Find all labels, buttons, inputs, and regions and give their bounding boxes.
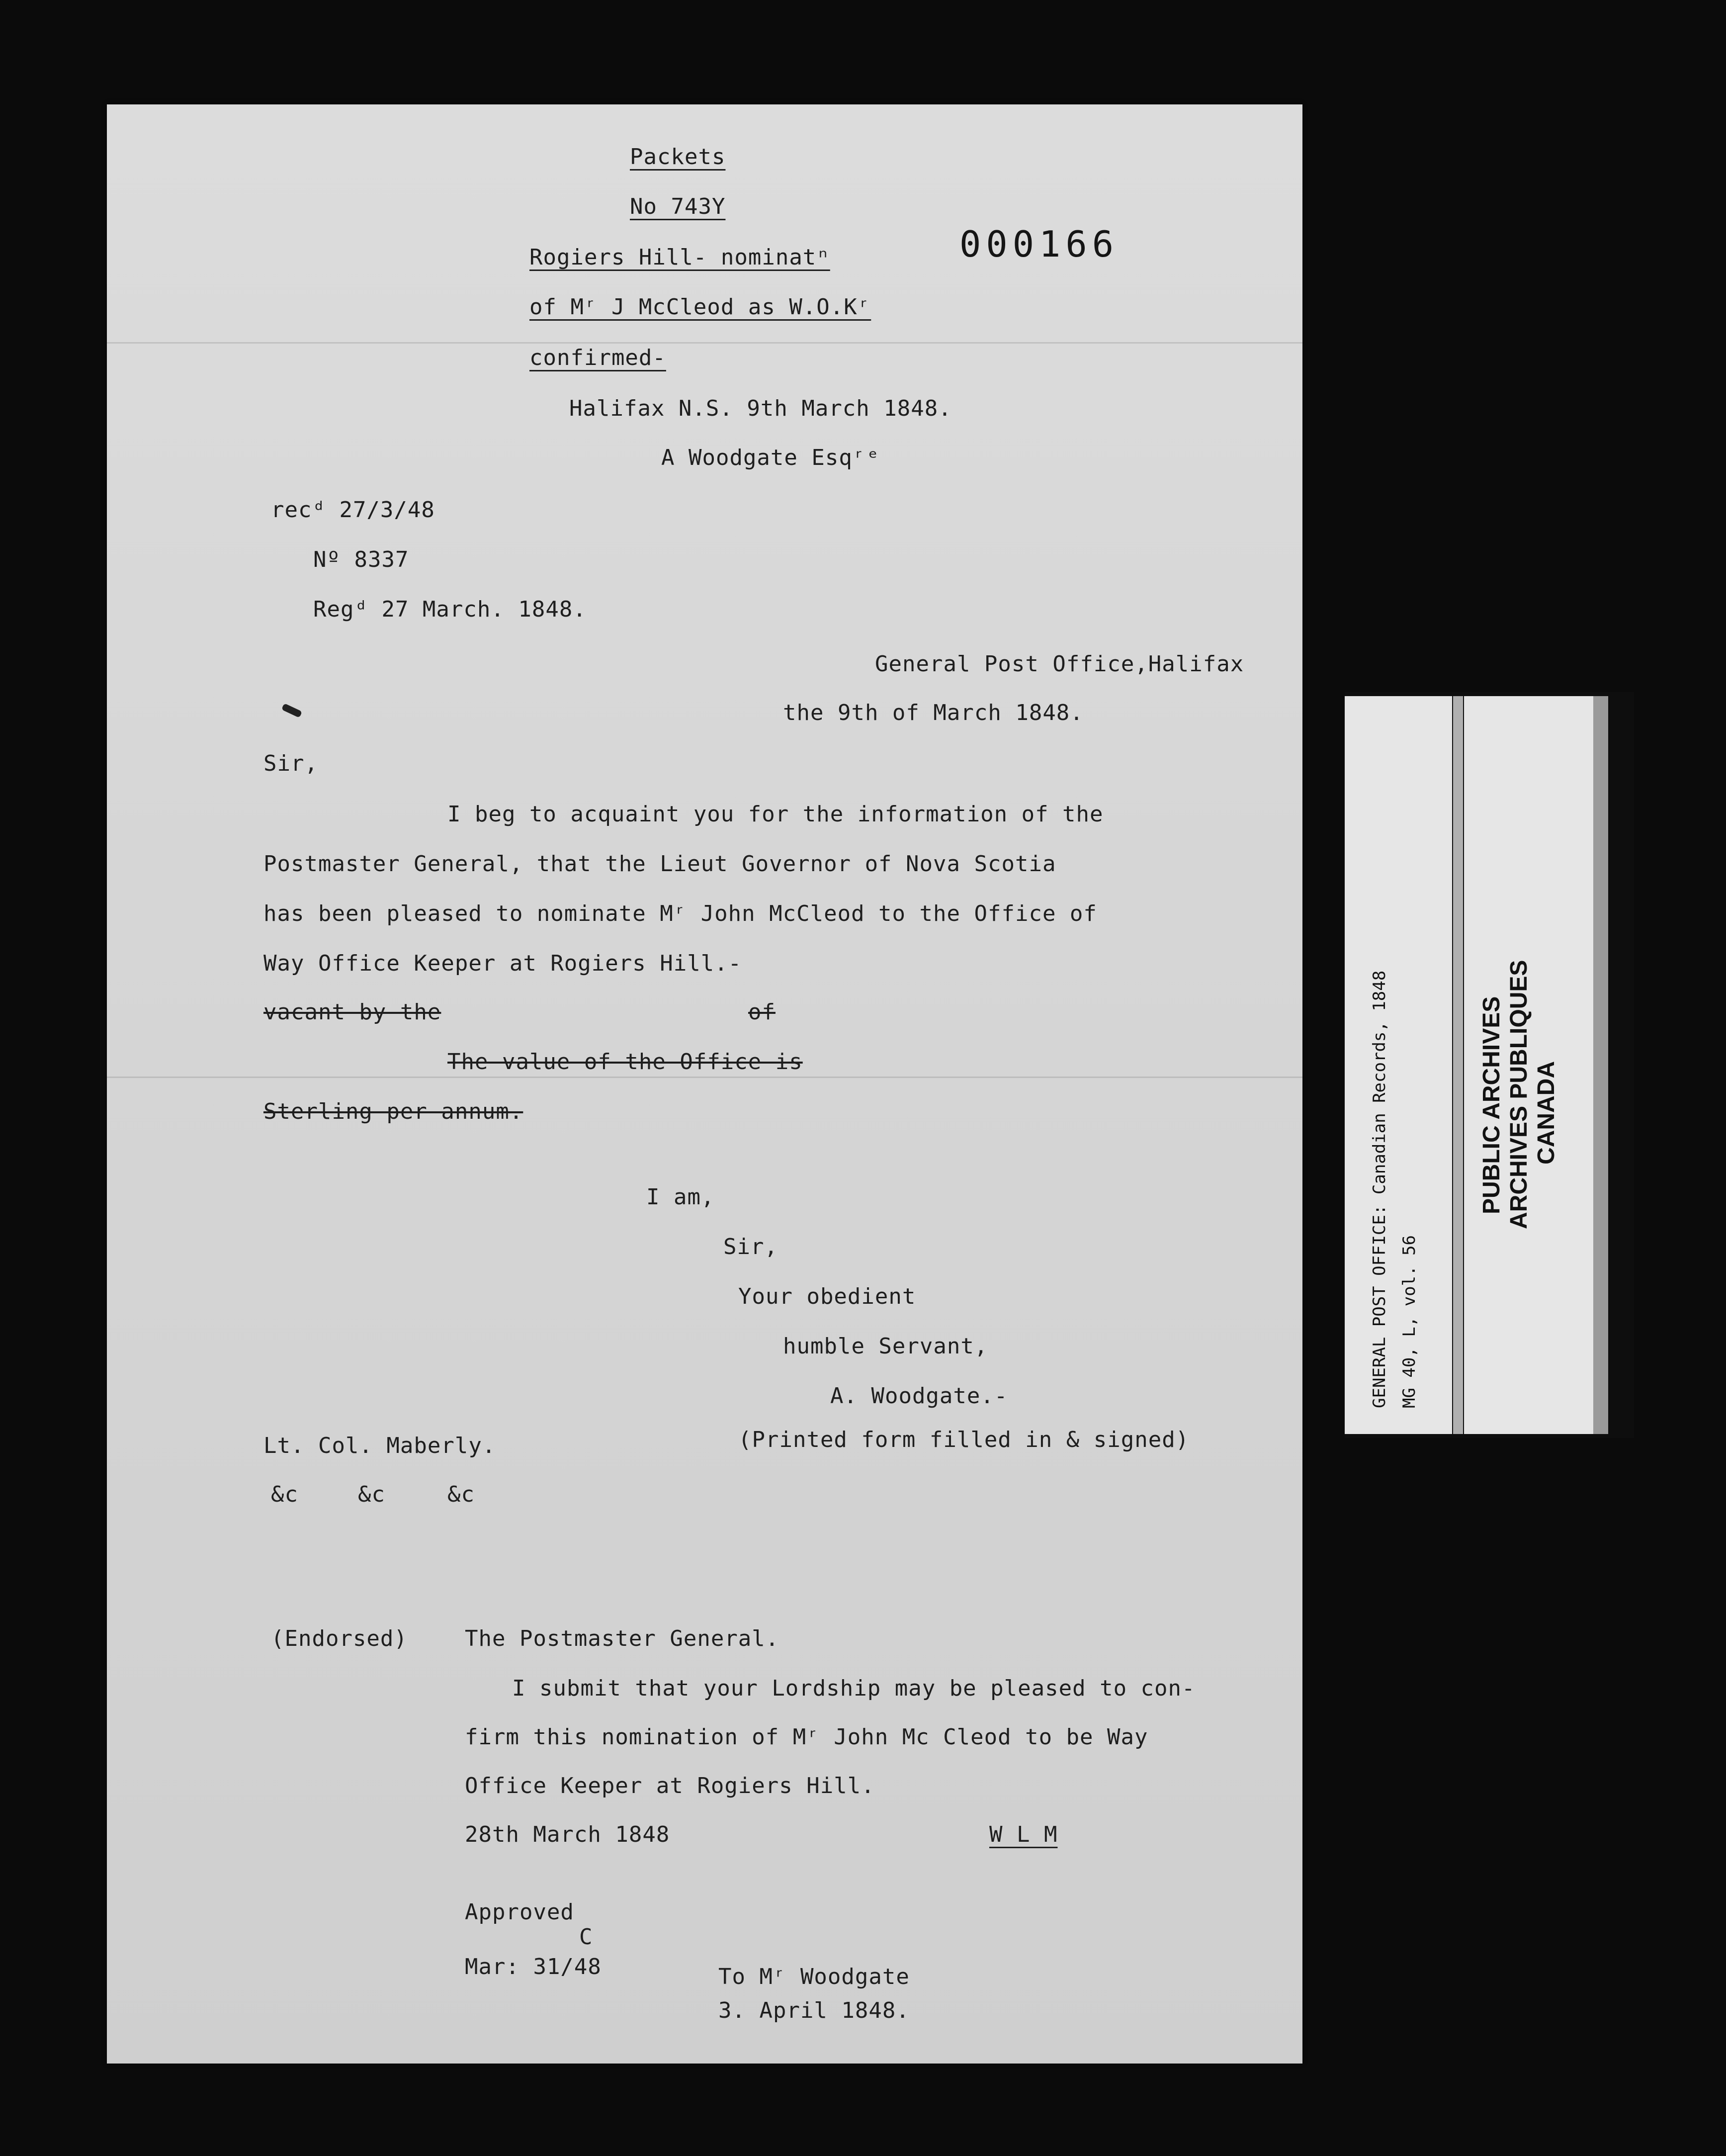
struck-text: The value of the Office is [447,1049,803,1075]
registry-number: Nº 8337 [313,547,409,572]
recipient: Lt. Col. Maberly. [263,1433,496,1458]
letter-date: the 9th of March 1848. [783,700,1084,725]
struck-text: Sterling per annum. [263,1099,523,1124]
header-packets: Packets [630,144,726,170]
ink-mark [281,703,302,718]
header-number: No 743Y [630,194,726,219]
initials: W L M [989,1822,1058,1847]
approved-label: Approved [465,1899,574,1925]
endorsement-line: firm this nomination of Mʳ John Mc Cleod to be Way [465,1724,1148,1750]
office-name: General Post Office,Halifax [875,651,1244,677]
closing-line: Sir, [723,1234,778,1259]
label-edge [1593,696,1608,1434]
etc: &c [447,1482,475,1507]
closing-line: Your obedient [738,1284,916,1309]
closing-line: I am, [646,1184,715,1210]
received-date: recᵈ 27/3/48 [271,497,435,523]
forward-to: To Mʳ Woodgate [718,1964,910,1989]
subject-line-1: Rogiers Hill- nominatⁿ [529,245,830,270]
archive-name-2: ARCHIVES PUBLIQUES [1506,960,1532,1229]
registered-date: Regᵈ 27 March. 1848. [313,597,587,622]
endorsement-date: 28th March 1848 [465,1822,670,1847]
document-sheet [107,104,1302,2064]
archive-label [1345,692,1634,1438]
endorsement-line: I submit that your Lordship may be pleased to con- [512,1676,1196,1701]
body-line: I beg to acquaint you for the information of the [447,802,1104,827]
record-group-line-1: GENERAL POST OFFICE: Canadian Records, 1848 [1370,970,1389,1408]
body-line: has been pleased to nominate Mʳ John McCleod to the Office of [263,901,1097,926]
label-divider [1453,696,1463,1434]
forward-date: 3. April 1848. [718,1998,910,2023]
endorsement-to: The Postmaster General. [465,1626,779,1651]
fold-line [107,342,1302,344]
approved-date: Mar: 31/48 [465,1954,602,1979]
struck-text: of [748,999,776,1025]
struck-text: vacant by the [263,999,441,1025]
body-line: Postmaster General, that the Lieut Governor of Nova Scotia [263,851,1056,877]
label-strip [1345,696,1452,1434]
document-number-stamp: 000166 [959,223,1119,265]
addressee: A Woodgate Esqʳᵉ [661,445,880,470]
approved-initial: C [579,1924,593,1950]
salutation: Sir, [263,751,318,776]
subject-line-3: confirmed- [529,345,666,370]
subject-line-2: of Mʳ J McCleod as W.O.Kʳ [529,294,871,320]
fold-line [107,1077,1302,1078]
body-line: Way Office Keeper at Rogiers Hill.- [263,951,742,976]
endorsed-label: (Endorsed) [271,1626,408,1651]
signature-name: A. Woodgate.- [830,1383,1008,1409]
closing-line: humble Servant, [783,1334,988,1359]
record-group-line-2: MG 40, L, vol. 56 [1399,1235,1419,1408]
endorsement-line: Office Keeper at Rogiers Hill. [465,1773,875,1798]
etc: &c [358,1482,385,1507]
archive-country: CANADA [1533,1061,1559,1165]
printed-form-note: (Printed form filled in & signed) [738,1427,1190,1452]
archive-name-1: PUBLIC ARCHIVES [1478,996,1505,1214]
etc: &c [271,1482,298,1507]
place-date: Halifax N.S. 9th March 1848. [569,396,952,421]
